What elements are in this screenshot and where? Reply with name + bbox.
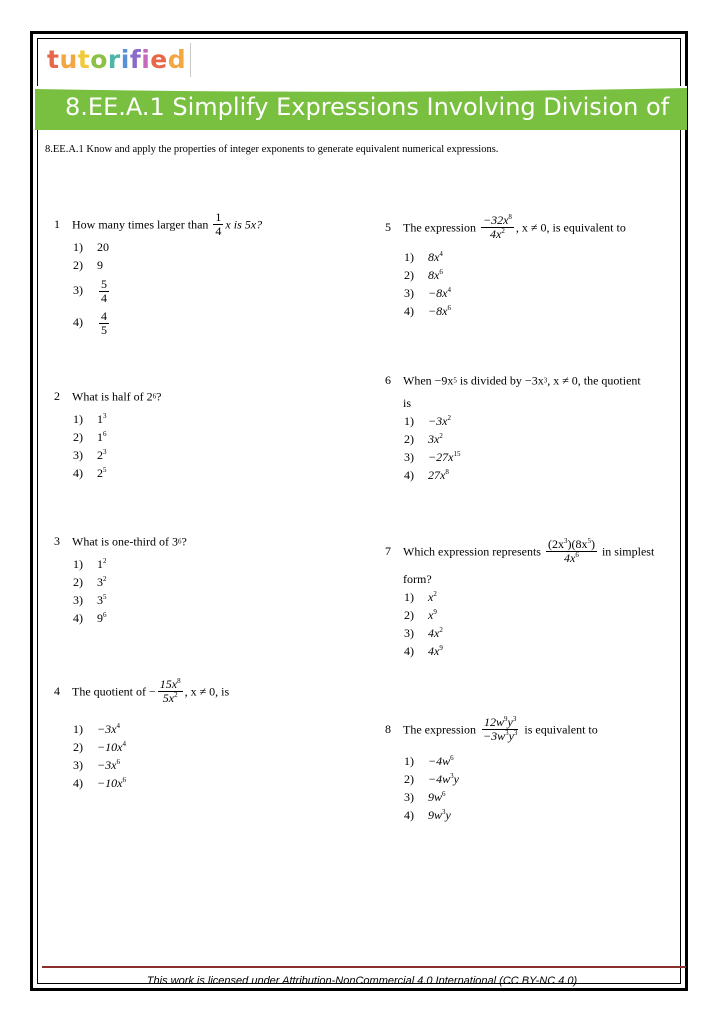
- answer-option[interactable]: 2) $3x^2$: [404, 432, 443, 446]
- answer-option[interactable]: 4) $9^6$: [73, 611, 107, 625]
- answer-option[interactable]: $1) -4w^6$: [404, 754, 454, 768]
- question-text-continued: form?: [403, 572, 432, 586]
- question-number: 1: [54, 217, 60, 232]
- license-footer: This work is licensed under Attribution-NonCommercial 4.0 International (CC BY-NC 4.0): [146, 975, 578, 987]
- answer-option[interactable]: 4) $9w^3y$: [404, 808, 451, 822]
- answer-option[interactable]: $1) -3x^4$: [73, 722, 120, 736]
- footer-divider: [42, 966, 686, 968]
- question-number: 2: [54, 389, 60, 404]
- answer-option[interactable]: 1) $8x^4$: [404, 250, 443, 264]
- question-number: 5: [385, 220, 391, 235]
- question-number: 3: [54, 534, 60, 549]
- answer-option[interactable]: 1) 20: [73, 240, 109, 254]
- tutorified-logo: [47, 43, 191, 77]
- logo-letter: d: [167, 45, 187, 74]
- logo-letter: i: [120, 45, 130, 74]
- question-3: 3 What is one-third of 36? 1) $1^2$ 2) $3^2$ 3) $3^5$ 4) $9^6$: [54, 525, 187, 627]
- answer-option[interactable]: 3) $4x^2$: [404, 626, 443, 640]
- page-border: [30, 31, 688, 991]
- answer-option[interactable]: 1) $1^3$: [73, 412, 107, 426]
- answer-option[interactable]: 2) $3^2$: [73, 575, 107, 589]
- question-7: 7 Which expression represents $\frac{(2x^3)(8x^5)}{4x^6}$ in simplest form? 1) $x^2$ 2) $x^9$ 3) $4x^2$ 4) $4x^9$: [385, 530, 654, 660]
- question-text: The expression: [403, 220, 476, 235]
- question-2: 2 What is half of 26? 1) $1^3$ 2) $1^6$ 3) $2^3$ 4) $2^5$: [54, 380, 161, 482]
- answer-option[interactable]: 4) $27x^8$: [404, 468, 449, 482]
- question-4: 4 The quotient of − $\frac{15x^8}{5x^2}$ , x ≠ 0, is $1) -3x^4$ $2) -10x^4$ $3) -3x^6$ $4) -10x^6$: [54, 672, 229, 792]
- question-text: x is 5x?: [225, 217, 263, 232]
- logo-letter: r: [107, 45, 121, 74]
- page-title: 8.EE.A.1 Simplify Expressions Involving Division of: [65, 93, 670, 121]
- logo-letter: o: [90, 45, 108, 74]
- question-number: 6: [385, 373, 391, 388]
- answer-option[interactable]: $1) -3x^2$: [404, 414, 451, 428]
- question-number: 8: [385, 722, 391, 737]
- logo-letter: t: [77, 45, 91, 74]
- answer-option[interactable]: 2) 9: [73, 258, 103, 272]
- fraction: $\frac{-32x^8}{4x^2}$: [482, 212, 512, 241]
- answer-option[interactable]: $4) -10x^6$: [73, 776, 126, 790]
- question-text-continued: is: [403, 396, 412, 410]
- fraction: $\frac{(2x^3)(8x^5)}{4x^6}$: [547, 536, 595, 565]
- answer-option[interactable]: 3) $2^3$: [73, 448, 107, 462]
- answer-option[interactable]: $2) -4w^3y$: [404, 772, 459, 786]
- answer-option[interactable]: 3) $\frac{5}{4}$: [73, 276, 107, 305]
- question-text: What is one-third of 3: [72, 534, 178, 549]
- standard-description: 8.EE.A.1 Know and apply the properties of integer exponents to generate equivalent numerical expressions.: [45, 144, 499, 155]
- question-text: The expression: [403, 722, 476, 737]
- answer-option[interactable]: 3) $9w^6$: [404, 790, 446, 804]
- question-text: What is half of 2: [72, 389, 153, 404]
- title-banner: [35, 86, 687, 130]
- question-text: Which expression represents: [403, 544, 541, 559]
- question-5: 5 The expression $\frac{-32x^8}{4x^2}$ , x ≠ 0, is equivalent to 1) $8x^4$ 2) $8x^6$ $3) -8x^4$ $4) -8x^6$: [385, 208, 626, 320]
- answer-option[interactable]: 4) $4x^9$: [404, 644, 443, 658]
- answer-option[interactable]: $4) -8x^6$: [404, 304, 451, 318]
- logo-letter: i: [141, 45, 151, 74]
- answer-option[interactable]: 1) $x^2$: [404, 590, 437, 604]
- answer-option[interactable]: 2) $1^6$: [73, 430, 107, 444]
- fraction: $\frac{15x^8}{5x^2}$: [159, 676, 181, 705]
- question-1: [54, 208, 262, 338]
- question-number: 4: [54, 684, 60, 699]
- answer-option[interactable]: $3) -3x^6$: [73, 758, 120, 772]
- answer-option[interactable]: 3) $3^5$: [73, 593, 107, 607]
- logo-letter: f: [129, 45, 142, 74]
- answer-option[interactable]: 1) $1^2$: [73, 557, 107, 571]
- fraction: $\frac{12w^9y^3}{-3w^3y^3}$: [482, 714, 518, 743]
- question-8: 8 The expression $\frac{12w^9y^3}{-3w^3y^3}$ is equivalent to $1) -4w^6$ $2) -4w^3y$ 3) $9w^6$ 4) $9w^3y$: [385, 708, 598, 824]
- question-text: How many times larger than: [72, 217, 209, 232]
- logo-letter: t: [47, 45, 60, 74]
- answer-option[interactable]: $3) -27x^{15}$: [404, 450, 461, 464]
- fraction: $\frac{1}{4}$: [215, 209, 222, 238]
- answer-option[interactable]: 4) $2^5$: [73, 466, 107, 480]
- logo-letter: e: [150, 45, 168, 74]
- answer-option[interactable]: $2) -10x^4$: [73, 740, 126, 754]
- question-text: When −9x: [403, 373, 454, 388]
- page-border-inner: [37, 38, 681, 984]
- question-number: 7: [385, 544, 391, 559]
- logo-letter: u: [59, 45, 78, 74]
- question-text: The quotient of: [72, 684, 146, 699]
- answer-option[interactable]: $3) -8x^4$: [404, 286, 451, 300]
- answer-option[interactable]: 4) $\frac{4}{5}$: [73, 308, 107, 337]
- question-6: 6 When −9x5 is divided by −3x3, x ≠ 0, the quotient is $1) -3x^2$ 2) $3x^2$ $3) -27x^{15}$ 4) $27x^8$: [385, 364, 641, 484]
- answer-option[interactable]: 2) $8x^6$: [404, 268, 443, 282]
- answer-option[interactable]: 2) $x^9$: [404, 608, 437, 622]
